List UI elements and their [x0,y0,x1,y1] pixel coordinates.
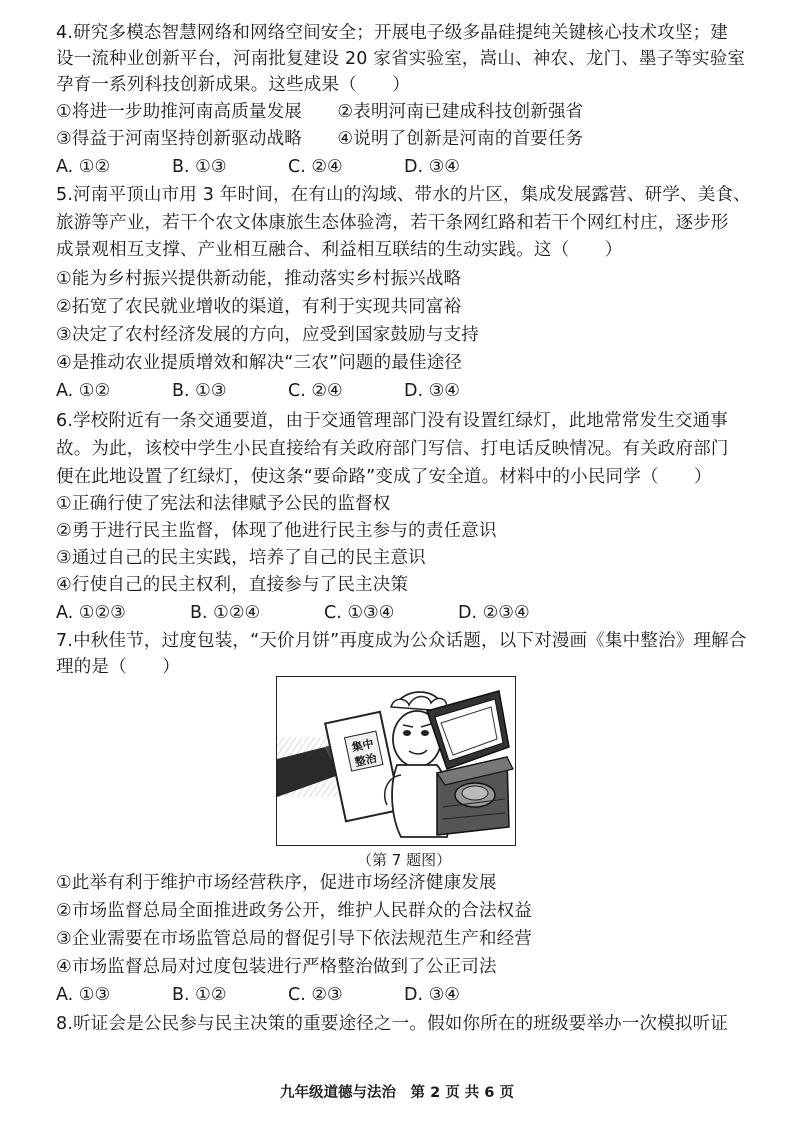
q8-stem-line-1: 8.听证会是公民参与民主决策的重要途径之一。假如你所在的班级要举办一次模拟听证 [56,1014,728,1034]
q5-options [56,380,460,402]
q5-statement-3: ③决定了农村经济发展的方向，应受到国家鼓励与支持 [56,325,479,345]
q6-options [56,602,530,624]
q5-option-d: D. ③④ [404,381,460,401]
q5-statement-1: ①能为乡村振兴提供新动能，推动落实乡村振兴战略 [56,269,462,289]
q4-stem-line-2: 设一流种业创新平台，河南批复建设 20 家省实验室，嵩山、神农、龙门、墨子等实验室 [56,49,746,69]
q7-figure-caption: （第 7 题图） [357,851,452,869]
sign-text-line-1: 集中 [350,737,375,755]
q6-statement-2: ②勇于进行民主监督，体现了他进行民主参与的责任意识 [56,521,497,541]
q6-stem-line-3: 便在此地设置了红绿灯，使这条“要命路”变成了安全道。材料中的小民同学（ ） [56,467,712,487]
q5-option-a: A. ①② [56,381,111,401]
q6-option-b: B. ①②④ [190,603,261,623]
q6-option-c: C. ①③④ [324,603,395,623]
q4-option-b: B. ①③ [172,157,227,177]
q7-statement-4: ④市场监督总局对过度包装进行严格整治做到了公正司法 [56,957,497,977]
q7-cartoon-figure [276,676,516,846]
q5-stem-line-3: 成景观相互支撑、产业相互融合、利益相互联结的生动实践。这（ ） [56,240,623,260]
q4-option-d: D. ③④ [404,157,460,177]
q5-stem-line-2: 旅游等产业，若干个农文体康旅生态体验湾，若干条网红路和若干个网红村庄，逐步形 [56,213,729,233]
q6-statement-3: ③通过自己的民主实践，培养了自己的民主意识 [56,548,426,568]
q5-statement-4: ④是推动农业提质增效和解决“三农”问题的最佳途径 [56,353,463,373]
q6-statement-4: ④行使自己的民主权利，直接参与了民主决策 [56,575,409,595]
q4-option-a: A. ①② [56,157,111,177]
q6-stem-line-2: 故。为此，该校中学生小民直接给有关政府部门写信、打电话反映情况。有关政府部门 [56,439,729,459]
q7-statement-3: ③企业需要在市场监管总局的督促引导下依法规范生产和经营 [56,929,533,949]
q7-option-b: B. ①② [172,985,227,1005]
q4-stem-line-3: 孕育一系列科技创新成果。这些成果（ ） [56,75,410,95]
q6-statement-1: ①正确行使了宪法和法律赋予公民的监督权 [56,494,391,514]
q6-option-d: D. ②③④ [458,603,530,623]
q7-stem-line-2: 理的是（ ） [56,657,180,677]
sign-text-line-2: 整治 [353,751,378,770]
q5-option-b: B. ①③ [172,381,227,401]
q7-option-c: C. ②③ [288,985,343,1005]
q4-statement-row-1: ①将进一步助推河南高质量发展 ②表明河南已建成科技创新强省 [56,102,584,122]
q7-option-d: D. ③④ [404,985,460,1005]
q4-option-c: C. ②④ [288,157,343,177]
q6-option-a: A. ①②③ [56,603,126,623]
q4-statement-row-2: ③得益于河南坚持创新驱动战略 ④说明了创新是河南的首要任务 [56,129,584,149]
q4-options [56,156,460,178]
q7-option-a: A. ①③ [56,985,111,1005]
q6-stem-line-1: 6.学校附近有一条交通要道，由于交通管理部门没有设置红绿灯，此地常常发生交通事 [56,411,728,431]
q7-options [56,984,460,1006]
q4-stem-line-1: 4.研究多模态智慧网络和网络空间安全；开展电子级多晶硅提纯关键核心技术攻坚；建 [56,23,728,43]
q7-statement-1: ①此举有利于维护市场经营秩序，促进市场经济健康发展 [56,873,497,893]
q5-statement-2: ②拓宽了农民就业增收的渠道，有利于实现共同富裕 [56,297,462,317]
q5-stem-line-1: 5.河南平顶山市用 3 年时间，在有山的沟域、带水的片区，集成发展露营、研学、美食、 [56,185,751,205]
cartoon-illustration [277,677,515,845]
q7-statement-2: ②市场监督总局全面推进政务公开，维护人民群众的合法权益 [56,901,533,921]
q7-stem-line-1: 7.中秋佳节，过度包装，“天价月饼”再度成为公众话题，以下对漫画《集中整治》理解合 [56,631,747,651]
q5-option-c: C. ②④ [288,381,343,401]
page-footer: 九年级道德与法治 第 2 页 共 6 页 [280,1085,514,1101]
